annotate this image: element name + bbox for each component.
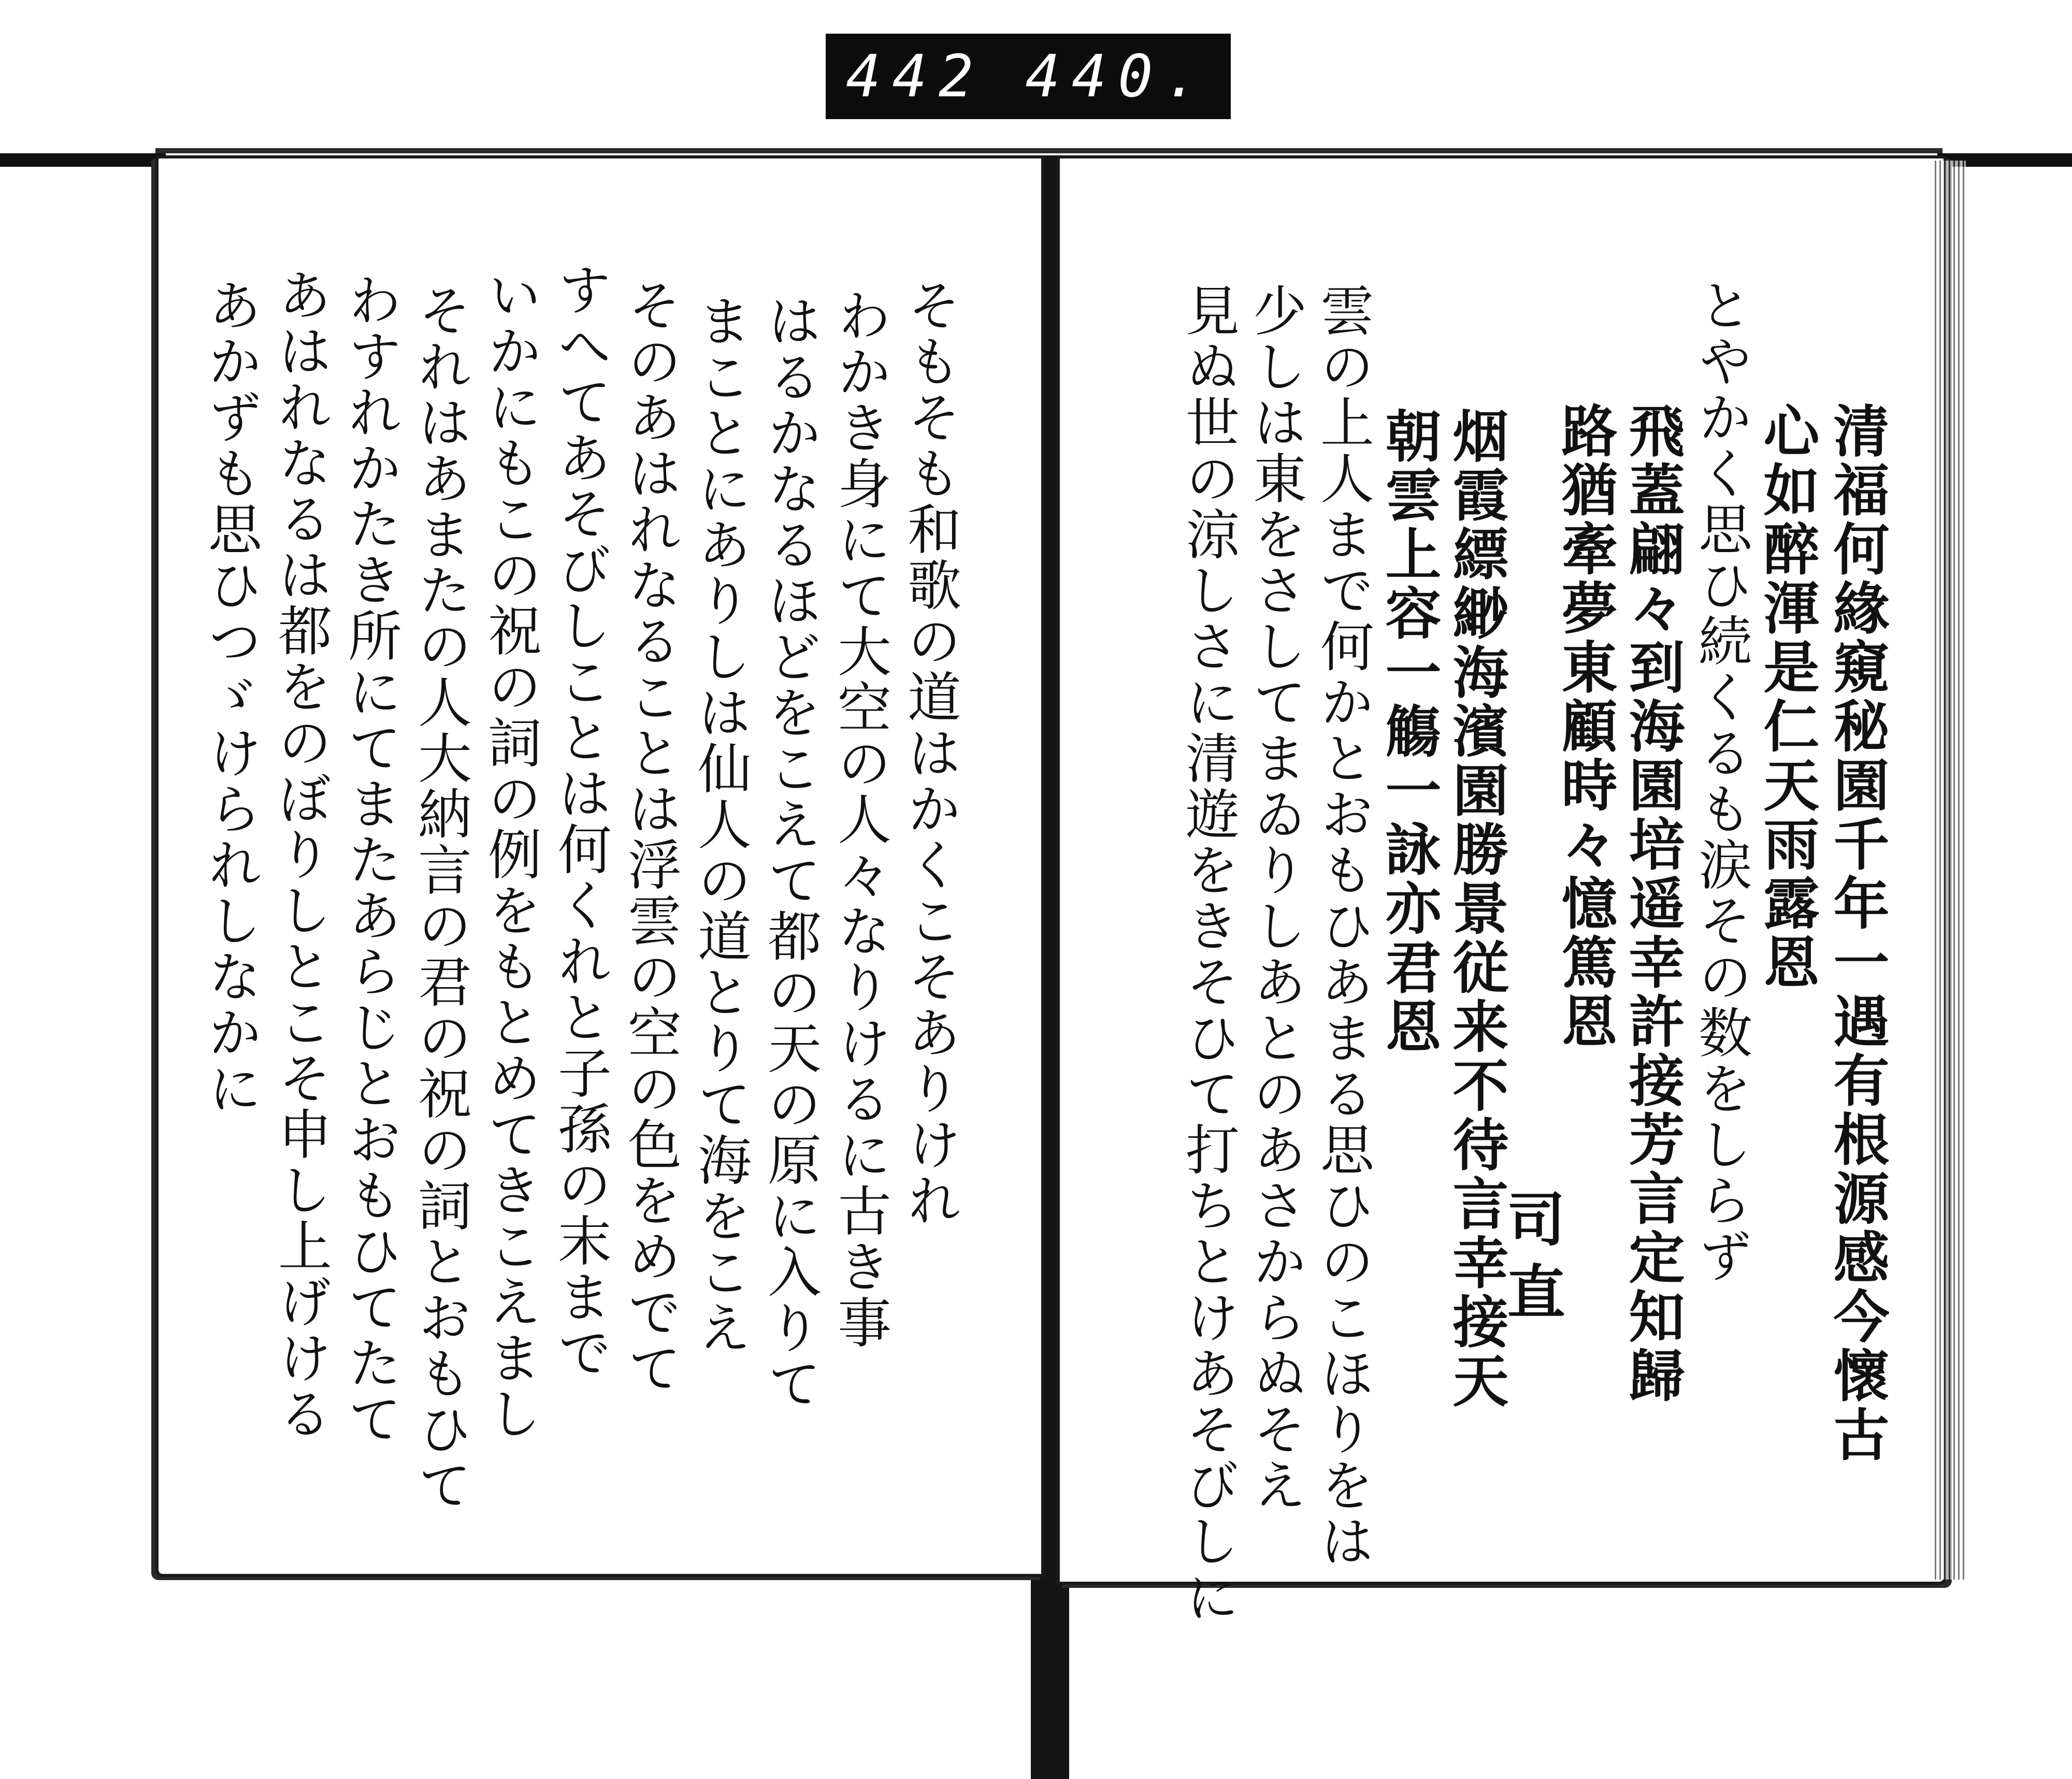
left-page-column-3: はるかなるほどをこえて都の天の原に入りて — [758, 293, 822, 1412]
archive-label — [826, 34, 1231, 119]
left-page — [155, 155, 1044, 1577]
right-page-column-9: 雲の上人まで何かとおもひあまる思ひのこほりをは — [1311, 283, 1374, 1569]
label-number-left: 442 — [845, 42, 985, 110]
left-page-column-4: まことにありしは仙人の道とりて海をこえ — [688, 293, 752, 1356]
left-page-column-1: そもそも和歌の道はかくこそありけれ — [898, 278, 961, 1228]
right-page-column-8: 朝雲上容一觴一詠亦君恩 — [1376, 407, 1441, 1057]
right-page-column-11: 見ぬ世の涼しさに清遊をきそひて打ちとけあそびしに — [1176, 283, 1240, 1625]
left-page-column-5: そのあはれなることは浮雲の空の色をめでて — [618, 278, 682, 1396]
right-page-column-3: とやかく思ひ続くるも涙その数をしらず — [1689, 278, 1752, 1284]
left-page-column-2: わかき身にて大空の人々なりけるに古き事 — [828, 288, 891, 1351]
left-page-column-6: すへてあそびしことは何くれと子孫の末まで — [549, 262, 612, 1381]
left-page-column-11: あかずも思ひつゞけられしなかに — [199, 278, 262, 1117]
book-page-edges — [1935, 161, 1966, 1580]
right-page-column-1: 清福何緣窺秘園千年一遇有根源感今懷古 — [1824, 402, 1889, 1465]
right-page-column-10: 少しは東をさしてまゐりしあとのあさからぬそえ — [1244, 283, 1307, 1513]
left-page-column-8: それはあまたの人大納言の君の祝の詞とおもひて — [409, 283, 472, 1513]
label-number-right: 440. — [1025, 42, 1211, 110]
book-top-edge — [155, 148, 1942, 153]
right-page-column-4: 飛蓋翩々到海園培遥幸許接芳言定知歸 — [1619, 402, 1685, 1406]
left-page-column-7: いかにもこの祝の詞の例をもとめてきこえまし — [479, 267, 542, 1442]
right-page-column-7: 烟霞縹緲海濱園勝景従来不待言幸接天 — [1443, 407, 1508, 1411]
right-page-author-name: 司直 — [1498, 1189, 1565, 1334]
left-page-column-9: わすれかたき所にてまたあらじとおもひてたて — [339, 272, 402, 1447]
book-edge-left — [0, 153, 166, 167]
right-page-column-2: 心如醉渾是仁天雨露恩 — [1754, 402, 1819, 992]
left-page-column-10: あはれなるは都をのぼりしとこそ申し上げける — [269, 267, 332, 1442]
right-page-column-5: 路猶牽夢東顧時々憶篤恩 — [1552, 402, 1617, 1051]
right-page — [1057, 155, 1947, 1625]
